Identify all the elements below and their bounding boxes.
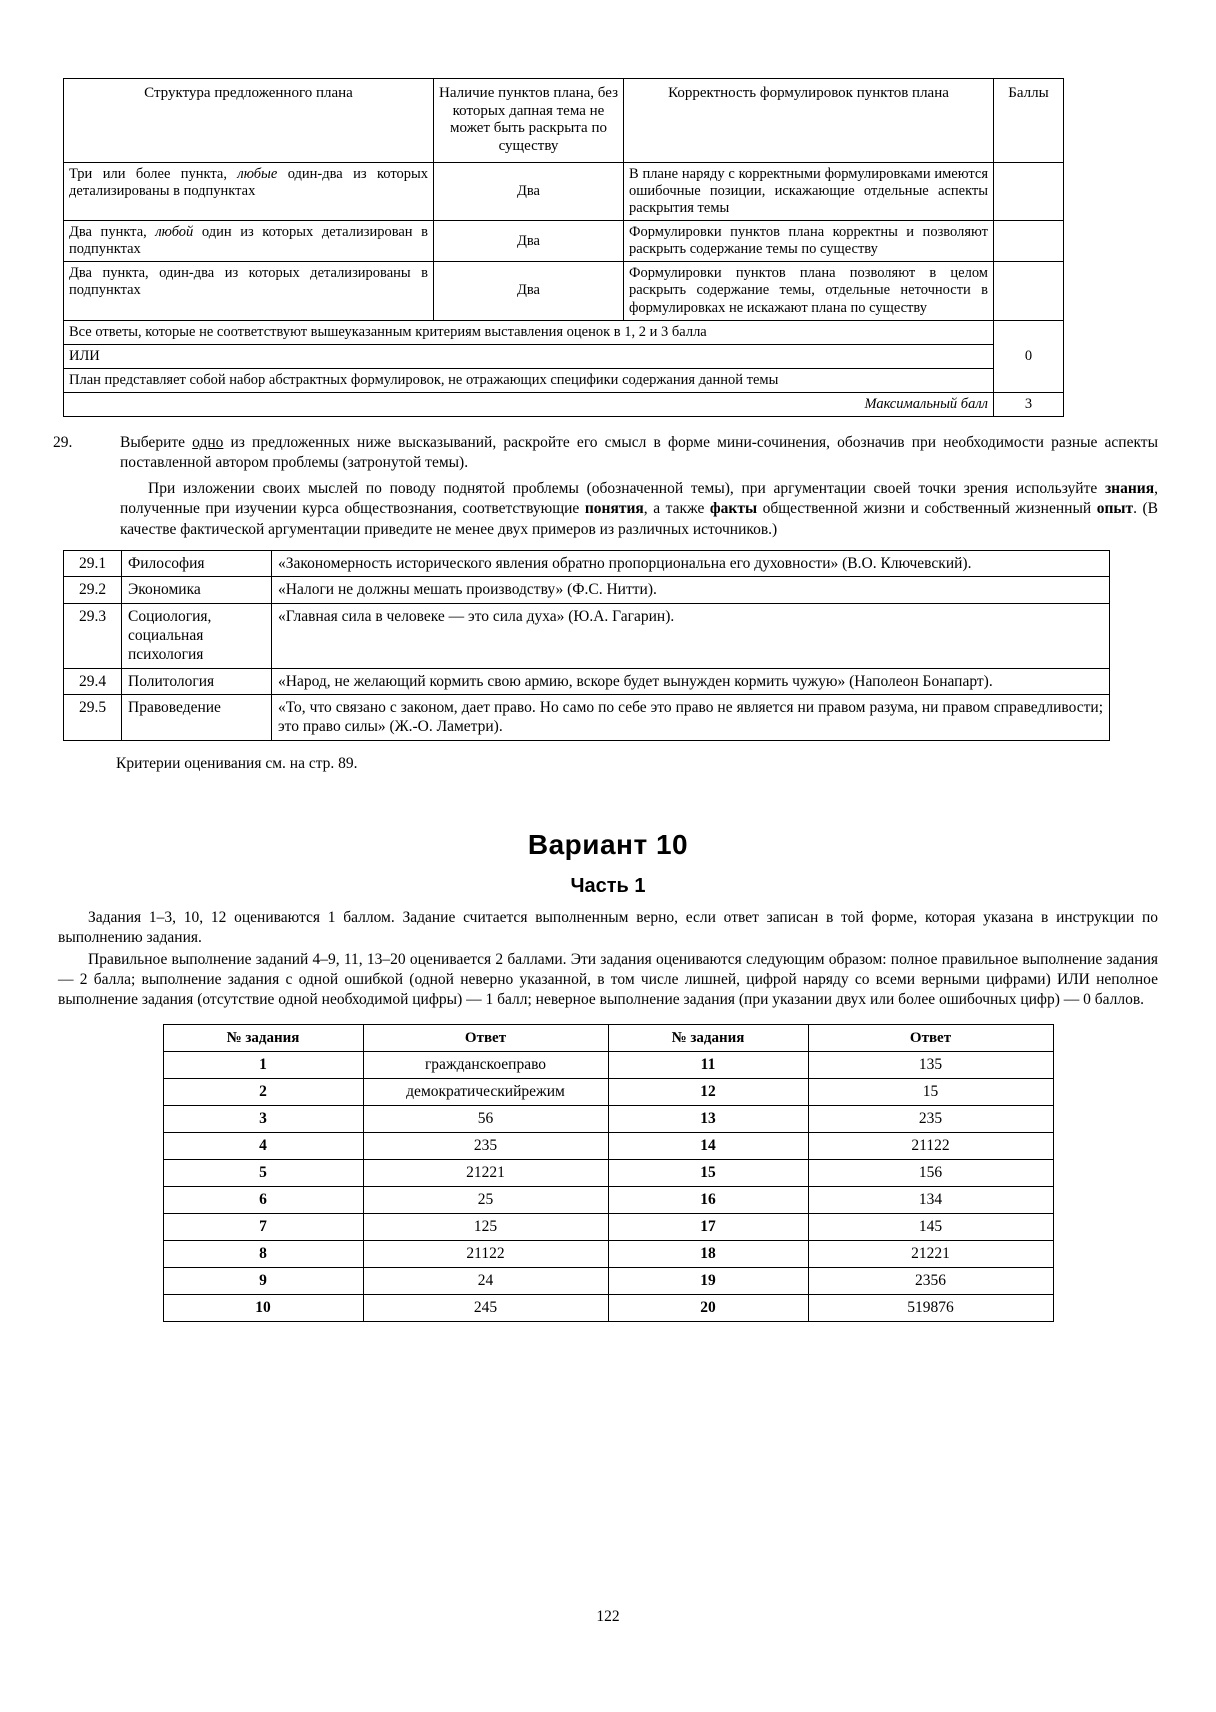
- table-row: [163, 1079, 1053, 1106]
- answer-value: 519876: [808, 1295, 1053, 1322]
- table-row: [163, 1133, 1053, 1160]
- criteria-score-cell: [994, 162, 1064, 220]
- table-row: [64, 577, 1110, 603]
- max-score-value: 3: [994, 392, 1064, 416]
- answer-task-number: 2: [163, 1079, 363, 1106]
- answer-value: 56: [363, 1106, 608, 1133]
- answer-task-number: 15: [608, 1160, 808, 1187]
- quote-text: «Налоги не должны мешать производству» (Ф.С. Нитти).: [272, 577, 1110, 603]
- criteria-score-cell: [994, 262, 1064, 320]
- answer-value: 21221: [363, 1160, 608, 1187]
- table-row: [64, 668, 1110, 694]
- answer-task-number: 14: [608, 1133, 808, 1160]
- answers-header-answer-2: Ответ: [808, 1025, 1053, 1052]
- quote-text: «Главная сила в человеке — это сила духа» (Ю.А. Гагарин).: [272, 603, 1110, 668]
- table-row: [163, 1295, 1053, 1322]
- criteria-reference-note: Критерии оценивания см. на стр. 89.: [116, 754, 358, 772]
- table-row: [163, 1160, 1053, 1187]
- answer-value: 21122: [808, 1133, 1053, 1160]
- task-29-paragraph-1: Выберите одно из предложенных ниже высказываний, раскройте его смысл в форме мини-сочинения, обозначив при необходимости разные аспекты поставленной автором проблемы (затронутой темы).: [120, 434, 1158, 472]
- answer-value: 135: [808, 1052, 1053, 1079]
- answers-header-row: [163, 1025, 1053, 1052]
- criteria-header-score: Баллы: [994, 79, 1064, 163]
- answer-task-number: 9: [163, 1268, 363, 1295]
- criteria-header-structure: Структура предложенного плана: [64, 79, 434, 163]
- criteria-presence-cell: Два: [434, 221, 624, 262]
- task-29-number: 29.: [53, 434, 73, 452]
- criteria-presence-cell: Два: [434, 162, 624, 220]
- table-row: [163, 1052, 1053, 1079]
- answer-value: 15: [808, 1079, 1053, 1106]
- answer-value: 125: [363, 1214, 608, 1241]
- answer-task-number: 6: [163, 1187, 363, 1214]
- answer-value: 2356: [808, 1268, 1053, 1295]
- quote-text: «То, что связано с законом, дает право. Но само по себе это право не является ни правом разума, ни правом справедливости; это право силы» (Ж.-О. Ламетри).: [272, 695, 1110, 741]
- answers-header-task-2: № задания: [608, 1025, 808, 1052]
- answer-task-number: 12: [608, 1079, 808, 1106]
- criteria-structure-cell: Три или более пункта, любые один-два из которых детализированы в подпунктах: [64, 162, 434, 220]
- answer-task-number: 18: [608, 1241, 808, 1268]
- criteria-header-row: [64, 79, 1064, 163]
- quote-number: 29.3: [64, 603, 122, 668]
- table-row: [64, 162, 1064, 220]
- criteria-table: [63, 78, 1064, 417]
- criteria-correctness-cell: Формулировки пунктов плана позволяют в целом раскрыть содержание темы, отдельные неточности в формулировках не искажают плана по существу: [624, 262, 994, 320]
- intro-paragraph-2: Правильное выполнение заданий 4–9, 11, 13–20 оценивается 2 баллами. Эти задания оцениваются следующим образом: полное правильное выполнение задания — 2 балла; выполнение задания с одной ошибкой (одной неверно указанной, в том числе лишней, цифрой наряду со всеми верными цифрами) ИЛИ неполное выполнение задания (отсутствие одной необходимой цифры) — 1 балл; неверное выполнение задания (при указании двух или более ошибочных цифр) — 0 баллов.: [58, 951, 1158, 1009]
- table-row: [163, 1214, 1053, 1241]
- quote-text: «Закономерность исторического явления обратно пропорциональна его духовности» (В.О. Ключевский).: [272, 550, 1110, 576]
- answer-task-number: 13: [608, 1106, 808, 1133]
- answers-header-task-1: № задания: [163, 1025, 363, 1052]
- answer-task-number: 19: [608, 1268, 808, 1295]
- answers-header-answer-1: Ответ: [363, 1025, 608, 1052]
- criteria-header-correctness: Корректность формулировок пунктов плана: [624, 79, 994, 163]
- table-row: [64, 221, 1064, 262]
- quote-number: 29.2: [64, 577, 122, 603]
- criteria-correctness-cell: В плане наряду с корректными формулировками имеются ошибочные позиции, искажающие отдельные аспекты раскрытия темы: [624, 162, 994, 220]
- task-29-paragraph-2: При изложении своих мыслей по поводу поднятой проблемы (обозначенной темы), при аргументации своей точки зрения используйте знания, полученные при изучении курса обществознания, соответствующие понятия, а также факты общественной жизни и собственный жизненный опыт. (В качестве фактической аргументации приведите не менее двух примеров из различных источников.): [120, 480, 1159, 538]
- task-29: [53, 433, 1159, 540]
- table-row: [64, 262, 1064, 320]
- quote-text: «Народ, не желающий кормить свою армию, вскоре будет вынужден кормить чужую» (Наполеон Бонапарт).: [272, 668, 1110, 694]
- table-row: [64, 320, 1064, 344]
- quotes-table: [63, 550, 1110, 741]
- task-29-body: [120, 433, 1158, 540]
- answer-value: 145: [808, 1214, 1053, 1241]
- max-score-label: Максимальный балл: [64, 392, 994, 416]
- answer-task-number: 10: [163, 1295, 363, 1322]
- page-content: [53, 78, 1159, 1322]
- quote-topic: Философия: [122, 550, 272, 576]
- answer-value: 235: [808, 1106, 1053, 1133]
- quote-topic: Политология: [122, 668, 272, 694]
- zero-criteria-text: Все ответы, которые не соответствуют вышеуказанным критериям выставления оценок в 1, 2 и 3 балла: [64, 320, 994, 344]
- criteria-score-cell: [994, 221, 1064, 262]
- criteria-header-presence: Наличие пунктов плана, без которых дапная тема не может быть раскрыта по существу: [434, 79, 624, 163]
- variant-intro: [58, 908, 1158, 1011]
- answer-task-number: 8: [163, 1241, 363, 1268]
- table-row: [163, 1187, 1053, 1214]
- answer-task-number: 17: [608, 1214, 808, 1241]
- answer-value: 24: [363, 1268, 608, 1295]
- quote-number: 29.4: [64, 668, 122, 694]
- zero-criteria-score: 0: [994, 320, 1064, 392]
- answer-value: демократическийрежим: [363, 1079, 608, 1106]
- table-row: [64, 368, 1064, 392]
- zero-criteria-or: ИЛИ: [64, 344, 994, 368]
- answers-table: [163, 1024, 1054, 1322]
- table-row: [163, 1241, 1053, 1268]
- answer-task-number: 4: [163, 1133, 363, 1160]
- criteria-correctness-cell: Формулировки пунктов плана корректны и позволяют раскрыть содержание темы по существу: [624, 221, 994, 262]
- quote-topic: Социология, социальная психология: [122, 603, 272, 668]
- answer-value: 156: [808, 1160, 1053, 1187]
- answer-task-number: 20: [608, 1295, 808, 1322]
- answer-task-number: 16: [608, 1187, 808, 1214]
- answer-task-number: 5: [163, 1160, 363, 1187]
- answer-value: 25: [363, 1187, 608, 1214]
- answer-value: 245: [363, 1295, 608, 1322]
- table-row: [163, 1268, 1053, 1295]
- answer-value: 21221: [808, 1241, 1053, 1268]
- answer-task-number: 3: [163, 1106, 363, 1133]
- answer-value: 21122: [363, 1241, 608, 1268]
- answer-task-number: 7: [163, 1214, 363, 1241]
- answer-task-number: 1: [163, 1052, 363, 1079]
- answer-value: 235: [363, 1133, 608, 1160]
- criteria-structure-cell: Два пункта, один-два из которых детализированы в подпунктах: [64, 262, 434, 320]
- table-row: [64, 603, 1110, 668]
- quote-number: 29.5: [64, 695, 122, 741]
- intro-paragraph-1: Задания 1–3, 10, 12 оцениваются 1 баллом. Задание считается выполненным верно, если ответ записан в той форме, которая указана в инструкции по выполнению задания.: [58, 908, 1158, 946]
- criteria-structure-cell: Два пункта, любой один из которых детализирован в подпунктах: [64, 221, 434, 262]
- answer-value: гражданскоеправо: [363, 1052, 608, 1079]
- quote-topic: Правоведение: [122, 695, 272, 741]
- variant-title: Вариант 10: [527, 828, 689, 860]
- table-row: [64, 344, 1064, 368]
- table-row: [163, 1106, 1053, 1133]
- page-number: 122: [596, 1608, 620, 1625]
- part-title: Часть 1: [570, 874, 646, 897]
- answer-value: 134: [808, 1187, 1053, 1214]
- answer-task-number: 11: [608, 1052, 808, 1079]
- table-row: [64, 695, 1110, 741]
- max-score-row: [64, 392, 1064, 416]
- quote-number: 29.1: [64, 550, 122, 576]
- table-row: [64, 550, 1110, 576]
- zero-criteria-text-2: План представляет собой набор абстрактных формулировок, не отражающих специфики содержания данной темы: [64, 368, 994, 392]
- criteria-presence-cell: Два: [434, 262, 624, 320]
- quote-topic: Экономика: [122, 577, 272, 603]
